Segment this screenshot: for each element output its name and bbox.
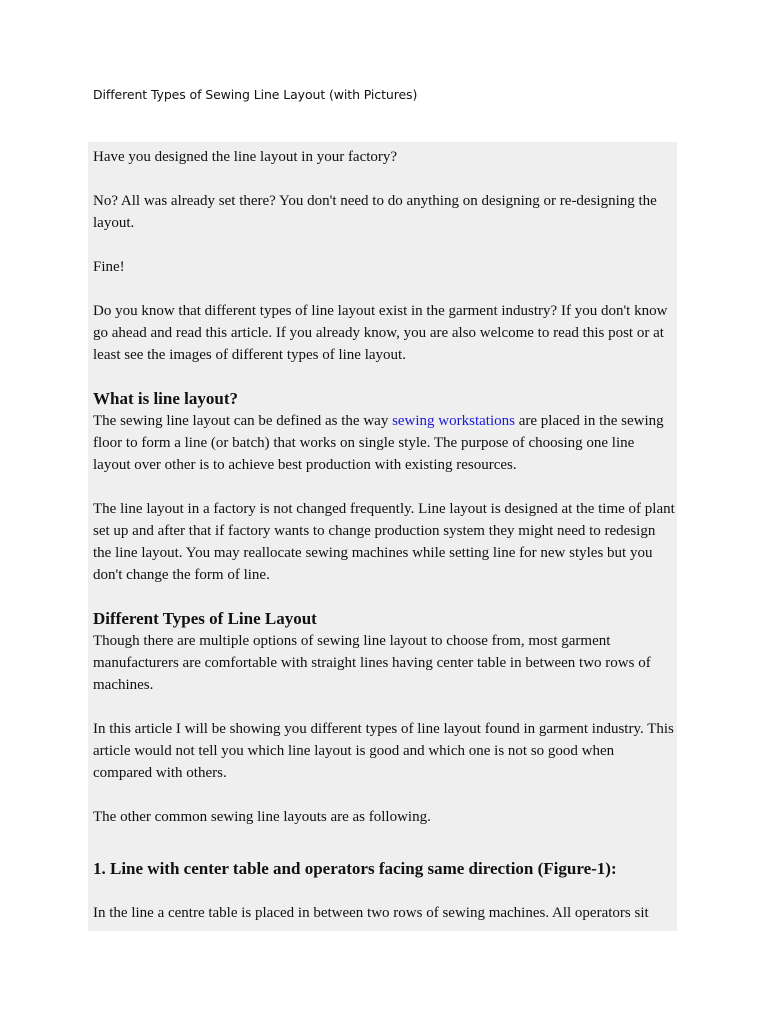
section2-paragraph-2: In this article I will be showing you different types of line layout found in garment industry. This article would not tell you which line layout is good and which one is not so good when compared with others. — [93, 721, 674, 781]
section-heading-what-is-line-layout: What is line layout? — [93, 389, 238, 408]
section1-paragraph-1 — [93, 410, 675, 476]
section1-paragraph-2: The line layout in a factory is not changed frequently. Line layout is designed at the time of plant set up and after that if factory wants to change production system they might need to redesign the line layout. You may reallocate sewing machines while setting line for new styles but you don't change the form of line. — [93, 501, 675, 583]
section2-paragraph-3: The other common sewing line layouts are as following. — [93, 809, 431, 825]
page-title: Different Types of Sewing Line Layout (with Pictures) — [93, 87, 418, 102]
section2-paragraph-1: Though there are multiple options of sewing line layout to choose from, most garment manufacturers are comfortable with straight lines having center table in between two rows of machines. — [93, 633, 651, 693]
section-heading-figure-1: 1. Line with center table and operators facing same direction (Figure-1): — [93, 859, 617, 878]
intro-paragraph-3: Fine! — [93, 259, 125, 275]
section1-text-after-link: are placed in the sewing floor to form a line (or batch) that works on single style. The purpose of choosing one line layout over other is to achieve best production with existing resources. — [93, 413, 664, 473]
section3-paragraph-1: In the line a centre table is placed in between two rows of sewing machines. All operators sit — [93, 905, 649, 921]
section-heading-types-of-line-layout: Different Types of Line Layout — [93, 609, 317, 628]
intro-paragraph-1: Have you designed the line layout in your factory? — [93, 149, 398, 165]
intro-paragraph-4: Do you know that different types of line layout exist in the garment industry? If you don't know go ahead and read this article. If you already know, you are also welcome to read this post or at least see the images of different types of line layout. — [93, 303, 668, 363]
sewing-workstations-link[interactable]: sewing workstations — [392, 413, 515, 429]
intro-paragraph-2: No? All was already set there? You don't need to do anything on designing or re-designing the layout. — [93, 193, 657, 231]
section1-text-before-link: The sewing line layout can be defined as the way — [93, 413, 393, 429]
article-body — [88, 142, 677, 931]
